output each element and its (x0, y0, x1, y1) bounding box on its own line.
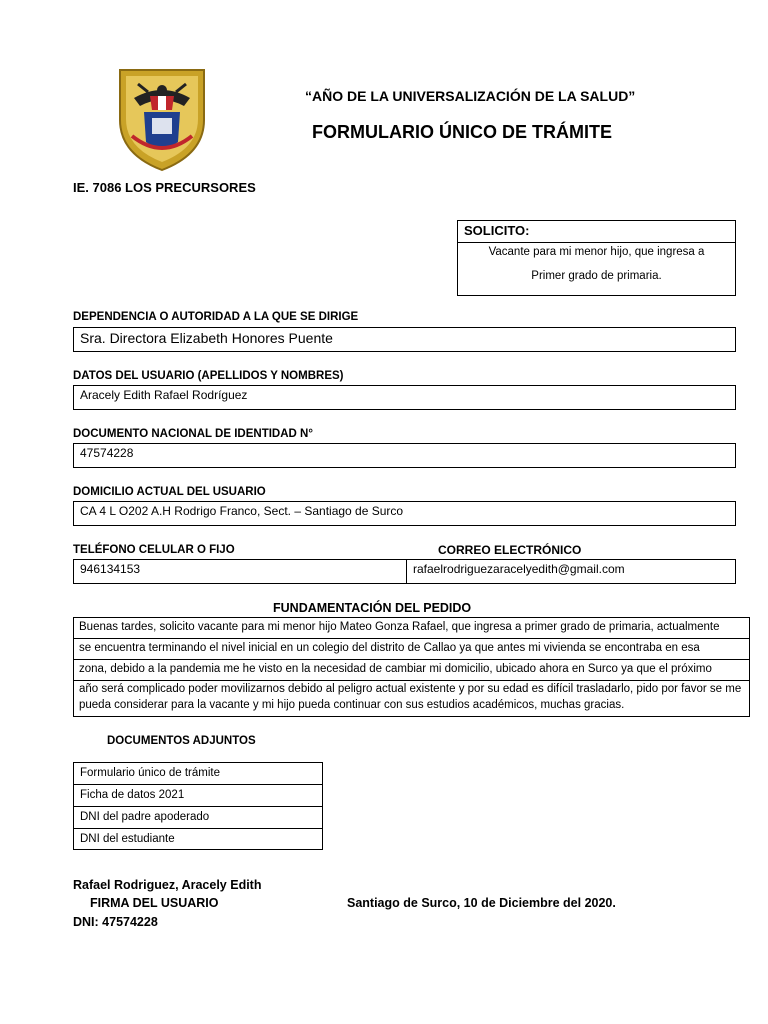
fundamentacion-line-1: Buenas tardes, solicito vacante para mi menor hijo Mateo Gonza Rafael, que ingresa a primer grado de primaria, actualmente (74, 618, 749, 639)
year-slogan: “AÑO DE LA UNIVERSALIZACIÓN DE LA SALUD” (305, 88, 636, 104)
firma-name: Rafael Rodriguez, Aracely Edith (73, 878, 262, 892)
dni-value: 47574228 (80, 446, 134, 460)
usuario-value: Aracely Edith Rafael Rodríguez (80, 388, 248, 402)
documentos-table (73, 762, 323, 850)
dni-label: DOCUMENTO NACIONAL DE IDENTIDAD N° (73, 428, 313, 440)
solicito-label: SOLICITO: (458, 221, 735, 243)
fundamentacion-box[interactable] (73, 617, 750, 717)
usuario-label: DATOS DEL USUARIO (APELLIDOS Y NOMBRES) (73, 370, 344, 382)
firma-dni: DNI: 47574228 (73, 915, 158, 929)
fundamentacion-label: FUNDAMENTACIÓN DEL PEDIDO (273, 601, 472, 615)
contact-fields (73, 559, 736, 584)
documentos-label: DOCUMENTOS ADJUNTOS (107, 735, 256, 747)
form-title: FORMULARIO ÚNICO DE TRÁMITE (312, 122, 612, 142)
school-name: IE. 7086 LOS PRECURSORES (73, 180, 256, 195)
documento-item: Formulario único de trámite (74, 763, 322, 785)
firma-label: FIRMA DEL USUARIO (90, 896, 219, 910)
usuario-field[interactable] (73, 385, 736, 410)
domicilio-label: DOMICILIO ACTUAL DEL USUARIO (73, 486, 266, 498)
telefono-label: TELÉFONO CELULAR O FIJO (73, 544, 235, 556)
place-date: Santiago de Surco, 10 de Diciembre del 2020. (347, 896, 616, 910)
dependencia-value: Sra. Directora Elizabeth Honores Puente (80, 330, 333, 346)
domicilio-field[interactable] (73, 501, 736, 526)
fundamentacion-line-3: zona, debido a la pandemia me he visto en la necesidad de cambiar mi domicilio, ubicado ahora en Surco ya que el próximo (74, 660, 749, 681)
documento-item: DNI del estudiante (80, 833, 175, 845)
solicito-line-2: Primer grado de primaria. (531, 270, 662, 282)
domicilio-value: CA 4 L O202 A.H Rodrigo Franco, Sect. – Santiago de Surco (80, 504, 404, 518)
fundamentacion-line-4: año será complicado poder movilizarnos debido al peligro actual existente y por su edad es difícil trasladarlo, pido por favor se me pueda considerar para la vacante y mi hijo pueda continuar con sus estudios académicos, muchas gracias. (79, 683, 742, 711)
solicito-box (457, 220, 736, 296)
dependencia-label: DEPENDENCIA O AUTORIDAD A LA QUE SE DIRIGE (73, 311, 359, 323)
school-crest-logo (112, 62, 212, 174)
documento-item: DNI del padre apoderado (74, 807, 322, 829)
dependencia-field[interactable] (73, 327, 736, 352)
telefono-value[interactable]: 946134153 (74, 560, 407, 583)
solicito-line-1: Vacante para mi menor hijo, que ingresa a (488, 246, 705, 258)
documento-item: Ficha de datos 2021 (74, 785, 322, 807)
dni-field[interactable] (73, 443, 736, 468)
correo-label: CORREO ELECTRÓNICO (438, 543, 582, 557)
correo-value[interactable]: rafaelrodriguezaracelyedith@gmail.com (413, 562, 625, 576)
fundamentacion-line-2: se encuentra terminando el nivel inicial en un colegio del distrito de Callao ya que antes mi vivienda se encontraba en esa (74, 639, 749, 660)
